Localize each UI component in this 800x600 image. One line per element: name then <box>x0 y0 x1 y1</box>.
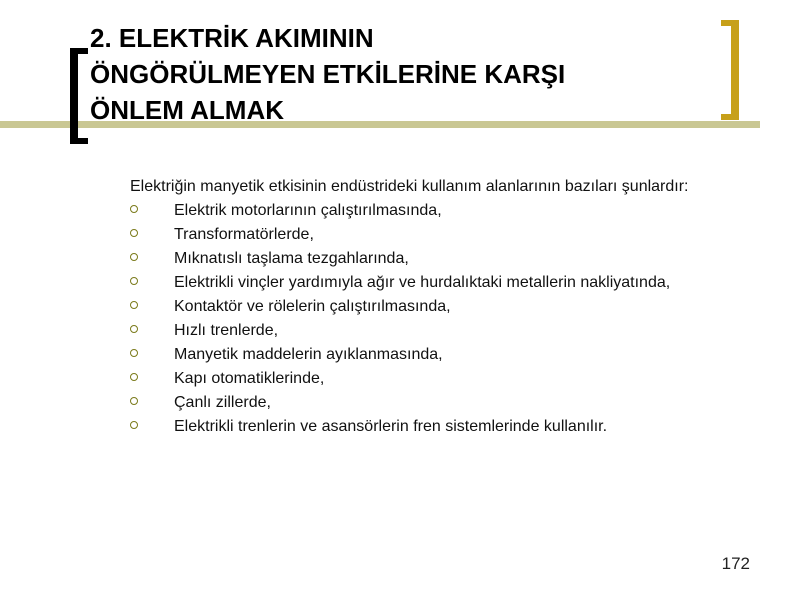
list-item-text: Mıknatıslı taşlama tezgahlarında, <box>174 250 409 267</box>
title-line-2: ÖNGÖRÜLMEYEN ETKİLERİNE KARŞI <box>90 59 566 89</box>
list-item-text: Kontaktör ve rölelerin çalıştırılmasında, <box>174 298 451 315</box>
bullet-list <box>130 199 755 439</box>
bullet-circle-icon <box>130 421 138 429</box>
list-item-text: Manyetik maddelerin ayıklanmasında, <box>174 346 443 363</box>
list-item <box>130 247 755 271</box>
title-line-1: 2. ELEKTRİK AKIMININ <box>90 23 374 53</box>
list-item <box>130 391 755 415</box>
list-item-text: Elektrik motorlarının çalıştırılmasında, <box>174 202 442 219</box>
list-item <box>130 223 755 247</box>
list-item <box>130 199 755 223</box>
list-item <box>130 367 755 391</box>
slide-body <box>130 175 755 439</box>
left-bracket <box>70 48 78 144</box>
bullet-circle-icon <box>130 229 138 237</box>
list-item-text: Çanlı zillerde, <box>174 394 271 411</box>
intro-text: Elektriğin manyetik etkisinin endüstrideki kullanım alanlarının bazıları şunlardır: <box>130 178 689 195</box>
title-line-3: ÖNLEM ALMAK <box>90 95 285 125</box>
right-bracket <box>731 20 739 120</box>
bullet-circle-icon <box>130 205 138 213</box>
bullet-circle-icon <box>130 277 138 285</box>
list-item-text: Transformatörlerde, <box>174 226 314 243</box>
bullet-circle-icon <box>130 397 138 405</box>
list-item-text: Elektrikli trenlerin ve asansörlerin fren sistemlerinde kullanılır. <box>174 418 608 435</box>
bullet-circle-icon <box>130 325 138 333</box>
bullet-circle-icon <box>130 349 138 357</box>
list-item <box>130 343 755 367</box>
list-item <box>130 319 755 343</box>
slide-title <box>90 20 710 128</box>
list-item-text: Elektrikli vinçler yardımıyla ağır ve hurdalıktaki metallerin nakliyatında, <box>174 274 671 291</box>
list-item <box>130 271 755 295</box>
list-item-text: Hızlı trenlerde, <box>174 322 279 339</box>
bullet-circle-icon <box>130 301 138 309</box>
list-item <box>130 295 755 319</box>
list-item-text: Kapı otomatiklerinde, <box>174 370 325 387</box>
bullet-circle-icon <box>130 253 138 261</box>
page-number: 172 <box>721 554 750 573</box>
list-item <box>130 415 755 439</box>
bullet-circle-icon <box>130 373 138 381</box>
